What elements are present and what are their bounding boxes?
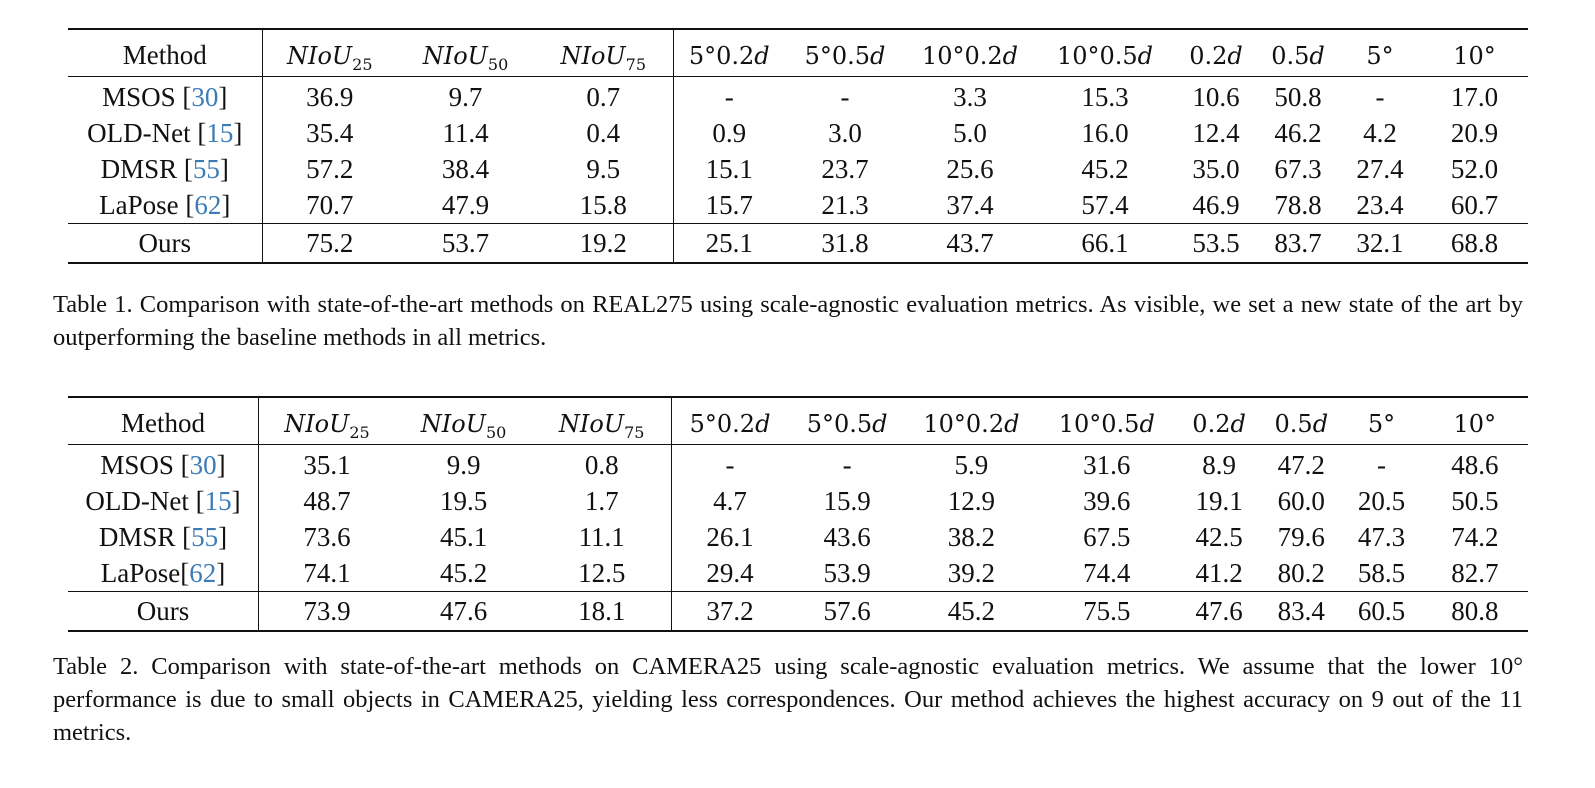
- metric-value-cell: 45.2: [439, 557, 488, 588]
- method-name-cell: DMSR [55]: [68, 151, 262, 187]
- metric-value-cell: 50.8: [1274, 81, 1322, 112]
- column-header: 5°0.5d: [804, 41, 886, 70]
- metric-value-cell: 15.3: [1081, 81, 1129, 112]
- metric-value-cell: 19.2: [534, 224, 673, 264]
- metric-value-cell: 23.7: [821, 153, 869, 184]
- metric-value-cell: 31.8: [821, 227, 869, 258]
- metric-value-cell: 47.6: [439, 595, 488, 626]
- results-table-camera25: [68, 396, 1528, 632]
- metric-value-cell: 9.9: [446, 449, 481, 480]
- citation-link[interactable]: 55: [191, 521, 219, 552]
- metric-value-cell: 47.2: [1277, 449, 1325, 480]
- metric-value-cell: 43.7: [946, 227, 994, 258]
- metric-value-cell: -: [840, 81, 850, 112]
- method-name: OLD-Net: [85, 485, 189, 516]
- metric-value-cell: 4.7: [713, 485, 747, 516]
- metric-value-cell: -: [1377, 449, 1387, 480]
- table-row: [68, 77, 1528, 116]
- metric-value-cell: 35.1: [303, 449, 351, 480]
- metric-value-cell: 0.8: [532, 445, 671, 484]
- metric-value-cell: 73.9: [303, 595, 351, 626]
- citation-link[interactable]: 55: [192, 153, 220, 184]
- metric-value-cell: 75.2: [306, 227, 354, 258]
- metric-value-cell: 47.6: [1195, 595, 1243, 626]
- metric-value-cell: 73.6: [303, 521, 351, 552]
- metric-value-cell: 25.6: [946, 153, 994, 184]
- metric-value-cell: 4.2: [1363, 117, 1397, 148]
- metric-value-cell: 74.2: [1451, 521, 1499, 552]
- metric-value-cell: 15.8: [534, 187, 673, 224]
- metric-value-cell: 47.3: [1357, 521, 1406, 552]
- column-header: 10°: [1453, 41, 1496, 70]
- citation-link[interactable]: 30: [189, 449, 217, 480]
- metric-value-cell: 36.9: [306, 81, 354, 112]
- citation-link[interactable]: 62: [189, 557, 217, 588]
- method-name: DMSR: [100, 153, 178, 184]
- metric-value-cell: 5.0: [953, 117, 987, 148]
- metric-value-cell: 46.9: [1192, 189, 1240, 220]
- method-name-cell: LaPose[62]: [68, 555, 259, 592]
- metric-value-cell: 11.1: [532, 519, 671, 555]
- column-header: 0.2d: [1192, 409, 1246, 438]
- column-header: NIoU$_{75}$: [534, 29, 673, 77]
- metric-value-cell: 37.4: [946, 189, 994, 220]
- metric-value-cell: 9.7: [448, 81, 483, 112]
- table-body: [68, 77, 1528, 264]
- metric-value-cell: 74.4: [1083, 557, 1131, 588]
- citation-link[interactable]: 15: [206, 117, 234, 148]
- metric-value-cell: 66.1: [1081, 227, 1129, 258]
- column-header: 10°0.5d: [1058, 409, 1155, 438]
- method-name: Ours: [138, 227, 191, 258]
- metric-value-cell: 80.2: [1277, 557, 1325, 588]
- method-name: OLD-Net: [87, 117, 191, 148]
- metric-value-cell: 39.2: [947, 557, 996, 588]
- column-header: 10°: [1453, 409, 1497, 438]
- metric-value-cell: 52.0: [1450, 153, 1499, 184]
- metric-value-cell: 58.5: [1357, 557, 1406, 588]
- column-header: 5°: [1366, 41, 1394, 70]
- method-name-cell: [68, 592, 259, 632]
- table-2-caption: Table 2. Comparison with state-of-the-art methods on CAMERA25 using scale-agnostic evaluation metrics. We assume that the lower 10° performance is due to small objects in CAMERA25, yielding less correspondences. Our method achieves the highest accuracy on 9 out of the 11 metrics.: [53, 653, 1523, 746]
- metric-value-cell: 19.5: [439, 485, 488, 516]
- metric-value-cell: 47.9: [441, 189, 490, 220]
- metric-value-cell: 53.9: [823, 557, 871, 588]
- metric-value-cell: 53.7: [441, 227, 490, 258]
- metric-value-cell: 20.9: [1450, 117, 1499, 148]
- metric-value-cell: 43.6: [823, 521, 871, 552]
- metric-value-cell: 75.5: [1083, 595, 1131, 626]
- metric-value-cell: 26.1: [706, 521, 754, 552]
- column-header: 0.2d: [1189, 41, 1243, 70]
- citation-link[interactable]: 62: [194, 189, 222, 220]
- table-row: [68, 115, 1528, 151]
- metric-value-cell: 9.5: [534, 151, 673, 187]
- metric-value-cell: 83.4: [1277, 595, 1325, 626]
- citation-link[interactable]: 15: [204, 485, 232, 516]
- column-header: 5°0.5d: [806, 409, 888, 438]
- metric-value-cell: 15.9: [823, 485, 871, 516]
- metric-value-cell: 67.5: [1083, 521, 1131, 552]
- metric-value-cell: 57.6: [823, 595, 871, 626]
- metric-value-cell: 18.1: [532, 592, 671, 632]
- metric-value-cell: 5.9: [954, 449, 989, 480]
- metric-value-cell: 78.8: [1274, 189, 1322, 220]
- table-row-ours: [68, 592, 1528, 632]
- metric-value-cell: 83.7: [1274, 227, 1322, 258]
- column-header: 0.5d: [1274, 409, 1329, 438]
- metric-value-cell: 19.1: [1195, 485, 1243, 516]
- column-header: 10°0.2d: [923, 409, 1020, 438]
- metric-value-cell: -: [842, 449, 852, 480]
- method-name-cell: OLD-Net [15]: [68, 483, 259, 519]
- metric-value-cell: 74.1: [303, 557, 351, 588]
- metric-value-cell: 79.6: [1277, 521, 1325, 552]
- column-header: 10°0.5d: [1056, 41, 1154, 70]
- metric-value-cell: 15.1: [705, 153, 753, 184]
- metric-value-cell: 16.0: [1081, 117, 1129, 148]
- table-header-row: [68, 29, 1528, 77]
- metric-value-cell: 48.6: [1451, 449, 1499, 480]
- method-name: LaPose: [99, 189, 179, 220]
- method-name-cell: MSOS [30]: [68, 77, 262, 116]
- table-1: [68, 28, 1528, 264]
- metric-value-cell: 20.5: [1357, 485, 1406, 516]
- results-table-real275: [68, 28, 1528, 264]
- table-2: [68, 396, 1528, 632]
- metric-value-cell: 57.4: [1081, 189, 1129, 220]
- metric-value-cell: -: [724, 81, 734, 112]
- metric-value-cell: 11.4: [442, 117, 489, 148]
- metric-value-cell: 12.4: [1192, 117, 1240, 148]
- metric-value-cell: 45.2: [1081, 153, 1129, 184]
- metric-value-cell: 0.9: [712, 117, 747, 148]
- metric-value-cell: 50.5: [1451, 485, 1499, 516]
- method-name: MSOS: [100, 449, 174, 480]
- metric-value-cell: 29.4: [706, 557, 754, 588]
- metric-value-cell: 68.8: [1450, 227, 1499, 258]
- metric-value-cell: 46.2: [1274, 117, 1322, 148]
- column-header: 10°0.2d: [921, 41, 1019, 70]
- metric-value-cell: 39.6: [1083, 485, 1131, 516]
- metric-value-cell: 3.0: [828, 117, 862, 148]
- metric-value-cell: 41.2: [1195, 557, 1243, 588]
- method-name-cell: OLD-Net [15]: [68, 115, 262, 151]
- method-name: Ours: [136, 595, 190, 626]
- metric-value-cell: 42.5: [1195, 521, 1243, 552]
- method-name: MSOS: [102, 81, 176, 112]
- metric-value-cell: 60.5: [1357, 595, 1406, 626]
- metric-value-cell: 23.4: [1356, 189, 1404, 220]
- table-row: [68, 483, 1528, 519]
- metric-value-cell: 0.4: [534, 115, 673, 151]
- metric-value-cell: 38.2: [947, 521, 996, 552]
- table-row: [68, 187, 1528, 224]
- column-header-method: Method: [68, 29, 262, 77]
- metric-value-cell: 15.7: [705, 189, 753, 220]
- citation-link[interactable]: 30: [191, 81, 219, 112]
- column-header: 5°: [1367, 409, 1396, 438]
- metric-value-cell: 38.4: [441, 153, 490, 184]
- metric-value-cell: 0.7: [534, 77, 673, 116]
- metric-value-cell: 35.4: [306, 117, 354, 148]
- method-name-cell: DMSR [55]: [68, 519, 259, 555]
- column-header: NIoU$_{50}$: [420, 409, 507, 442]
- table-row: [68, 555, 1528, 592]
- column-header: NIoU$_{25}$: [286, 41, 373, 74]
- metric-value-cell: 80.8: [1451, 595, 1499, 626]
- metric-value-cell: 45.2: [947, 595, 996, 626]
- method-name-cell: MSOS [30]: [68, 445, 259, 484]
- metric-value-cell: -: [725, 449, 735, 480]
- metric-value-cell: 60.0: [1277, 485, 1325, 516]
- method-name: LaPose: [100, 557, 181, 588]
- table-body: [68, 445, 1528, 632]
- metric-value-cell: 17.0: [1450, 81, 1499, 112]
- metric-value-cell: 12.5: [532, 555, 671, 592]
- metric-value-cell: 57.2: [306, 153, 354, 184]
- column-header: 5°0.2d: [689, 409, 771, 438]
- metric-value-cell: -: [1375, 81, 1385, 112]
- metric-value-cell: 21.3: [821, 189, 869, 220]
- table-1-caption: Table 1. Comparison with state-of-the-art methods on REAL275 using scale-agnostic evaluation metrics. As visible, we set a new state of the art by outperforming the baseline methods in all metrics.: [53, 291, 1523, 351]
- table-row: [68, 519, 1528, 555]
- metric-value-cell: 70.7: [306, 189, 354, 220]
- column-header: NIoU$_{75}$: [532, 397, 671, 445]
- metric-value-cell: 8.9: [1202, 449, 1236, 480]
- column-header: NIoU$_{25}$: [284, 409, 370, 442]
- method-name: DMSR: [98, 521, 176, 552]
- metric-value-cell: 31.6: [1083, 449, 1131, 480]
- metric-value-cell: 53.5: [1192, 227, 1240, 258]
- metric-value-cell: 3.3: [953, 81, 987, 112]
- method-name-cell: LaPose [62]: [68, 187, 262, 224]
- metric-value-cell: 45.1: [439, 521, 488, 552]
- metric-value-cell: 48.7: [303, 485, 351, 516]
- metric-value-cell: 1.7: [532, 483, 671, 519]
- metric-value-cell: 27.4: [1356, 153, 1404, 184]
- metric-value-cell: 35.0: [1192, 153, 1240, 184]
- table-row-ours: [68, 224, 1528, 264]
- metric-value-cell: 60.7: [1450, 189, 1499, 220]
- metric-value-cell: 37.2: [706, 595, 754, 626]
- column-header: 5°0.2d: [688, 41, 770, 70]
- metric-value-cell: 10.6: [1192, 81, 1240, 112]
- metric-value-cell: 32.1: [1356, 227, 1404, 258]
- table-header-row: [68, 397, 1528, 445]
- method-name-cell: [68, 224, 262, 264]
- metric-value-cell: 82.7: [1451, 557, 1499, 588]
- table-row: [68, 151, 1528, 187]
- column-header-method: Method: [68, 397, 259, 445]
- column-header: 0.5d: [1271, 41, 1325, 70]
- column-header: NIoU$_{50}$: [422, 41, 509, 74]
- metric-value-cell: 67.3: [1274, 153, 1322, 184]
- metric-value-cell: 25.1: [705, 227, 753, 258]
- table-row: [68, 445, 1528, 484]
- metric-value-cell: 12.9: [947, 485, 996, 516]
